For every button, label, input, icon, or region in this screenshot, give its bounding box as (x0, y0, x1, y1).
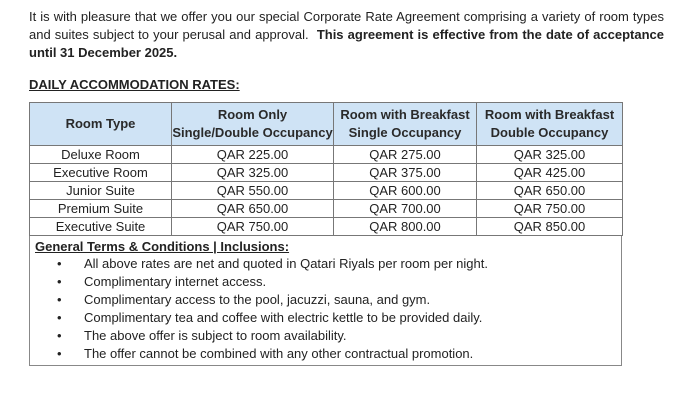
cell-breakfast-single: QAR 800.00 (334, 218, 477, 236)
header-breakfast-double (477, 103, 623, 146)
cell-room-only: QAR 325.00 (172, 164, 334, 182)
header-sublabel: Single Occupancy (348, 125, 462, 140)
cell-room-type: Premium Suite (30, 200, 172, 218)
bullet-icon: • (57, 256, 62, 271)
table-row (30, 164, 623, 182)
header-room-type (30, 103, 172, 146)
rates-table (29, 102, 623, 236)
table-header-row (30, 103, 623, 146)
terms-list-item (30, 291, 621, 309)
bullet-icon: • (57, 292, 62, 307)
terms-list-item (30, 327, 621, 345)
header-room-only (172, 103, 334, 146)
cell-room-type: Executive Suite (30, 218, 172, 236)
terms-list-item (30, 255, 621, 273)
cell-breakfast-single: QAR 600.00 (334, 182, 477, 200)
terms-item-text: Complimentary tea and coffee with electric kettle to be provided daily. (84, 310, 483, 325)
table-row (30, 218, 623, 236)
terms-item-text: The above offer is subject to room availability. (84, 328, 347, 343)
intro-paragraph (29, 8, 664, 62)
terms-box (29, 236, 622, 366)
header-breakfast-single (334, 103, 477, 146)
terms-item-text: Complimentary internet access. (84, 274, 267, 289)
cell-breakfast-single: QAR 275.00 (334, 146, 477, 164)
cell-breakfast-double: QAR 650.00 (477, 182, 623, 200)
terms-item-text: The offer cannot be combined with any other contractual promotion. (84, 346, 474, 361)
header-label: Room with Breakfast (340, 107, 470, 122)
header-sublabel: Single/Double Occupancy (172, 125, 333, 140)
header-sublabel: Double Occupancy (490, 125, 609, 140)
table-row (30, 200, 623, 218)
cell-breakfast-double: QAR 325.00 (477, 146, 623, 164)
terms-item-text: Complimentary access to the pool, jacuzzi, sauna, and gym. (84, 292, 431, 307)
bullet-icon: • (57, 310, 62, 325)
terms-list-item (30, 273, 621, 291)
cell-room-only: QAR 750.00 (172, 218, 334, 236)
bullet-icon: • (57, 274, 62, 289)
cell-room-type: Junior Suite (30, 182, 172, 200)
terms-list-item (30, 309, 621, 327)
bullet-icon: • (57, 328, 62, 343)
cell-room-only: QAR 550.00 (172, 182, 334, 200)
header-label: Room with Breakfast (484, 107, 615, 122)
cell-room-type: Executive Room (30, 164, 172, 182)
section-title: DAILY ACCOMMODATION RATES: (29, 77, 240, 92)
terms-item-text: All above rates are net and quoted in Qatari Riyals per room per night. (84, 256, 488, 271)
cell-room-only: QAR 650.00 (172, 200, 334, 218)
terms-title: General Terms & Conditions | Inclusions: (35, 239, 290, 254)
terms-list (30, 255, 621, 363)
cell-breakfast-double: QAR 750.00 (477, 200, 623, 218)
cell-breakfast-single: QAR 375.00 (334, 164, 477, 182)
rates-table-body (30, 146, 623, 236)
intro-effective-date: This agreement is effective from the date of acceptance until 31 December 2025. (29, 27, 664, 60)
header-label: Room Only (217, 107, 288, 122)
cell-breakfast-double: QAR 425.00 (477, 164, 623, 182)
cell-breakfast-double: QAR 850.00 (477, 218, 623, 236)
bullet-icon: • (57, 346, 62, 361)
cell-room-type: Deluxe Room (30, 146, 172, 164)
cell-room-only: QAR 225.00 (172, 146, 334, 164)
intro-text: It is with pleasure that we offer you our special Corporate Rate Agreement comprising a variety of room types and suites subject to your perusal and approval. (29, 9, 664, 42)
cell-breakfast-single: QAR 700.00 (334, 200, 477, 218)
terms-list-item (30, 345, 621, 363)
header-label: Room Type (65, 116, 136, 131)
table-row (30, 182, 623, 200)
table-row (30, 146, 623, 164)
